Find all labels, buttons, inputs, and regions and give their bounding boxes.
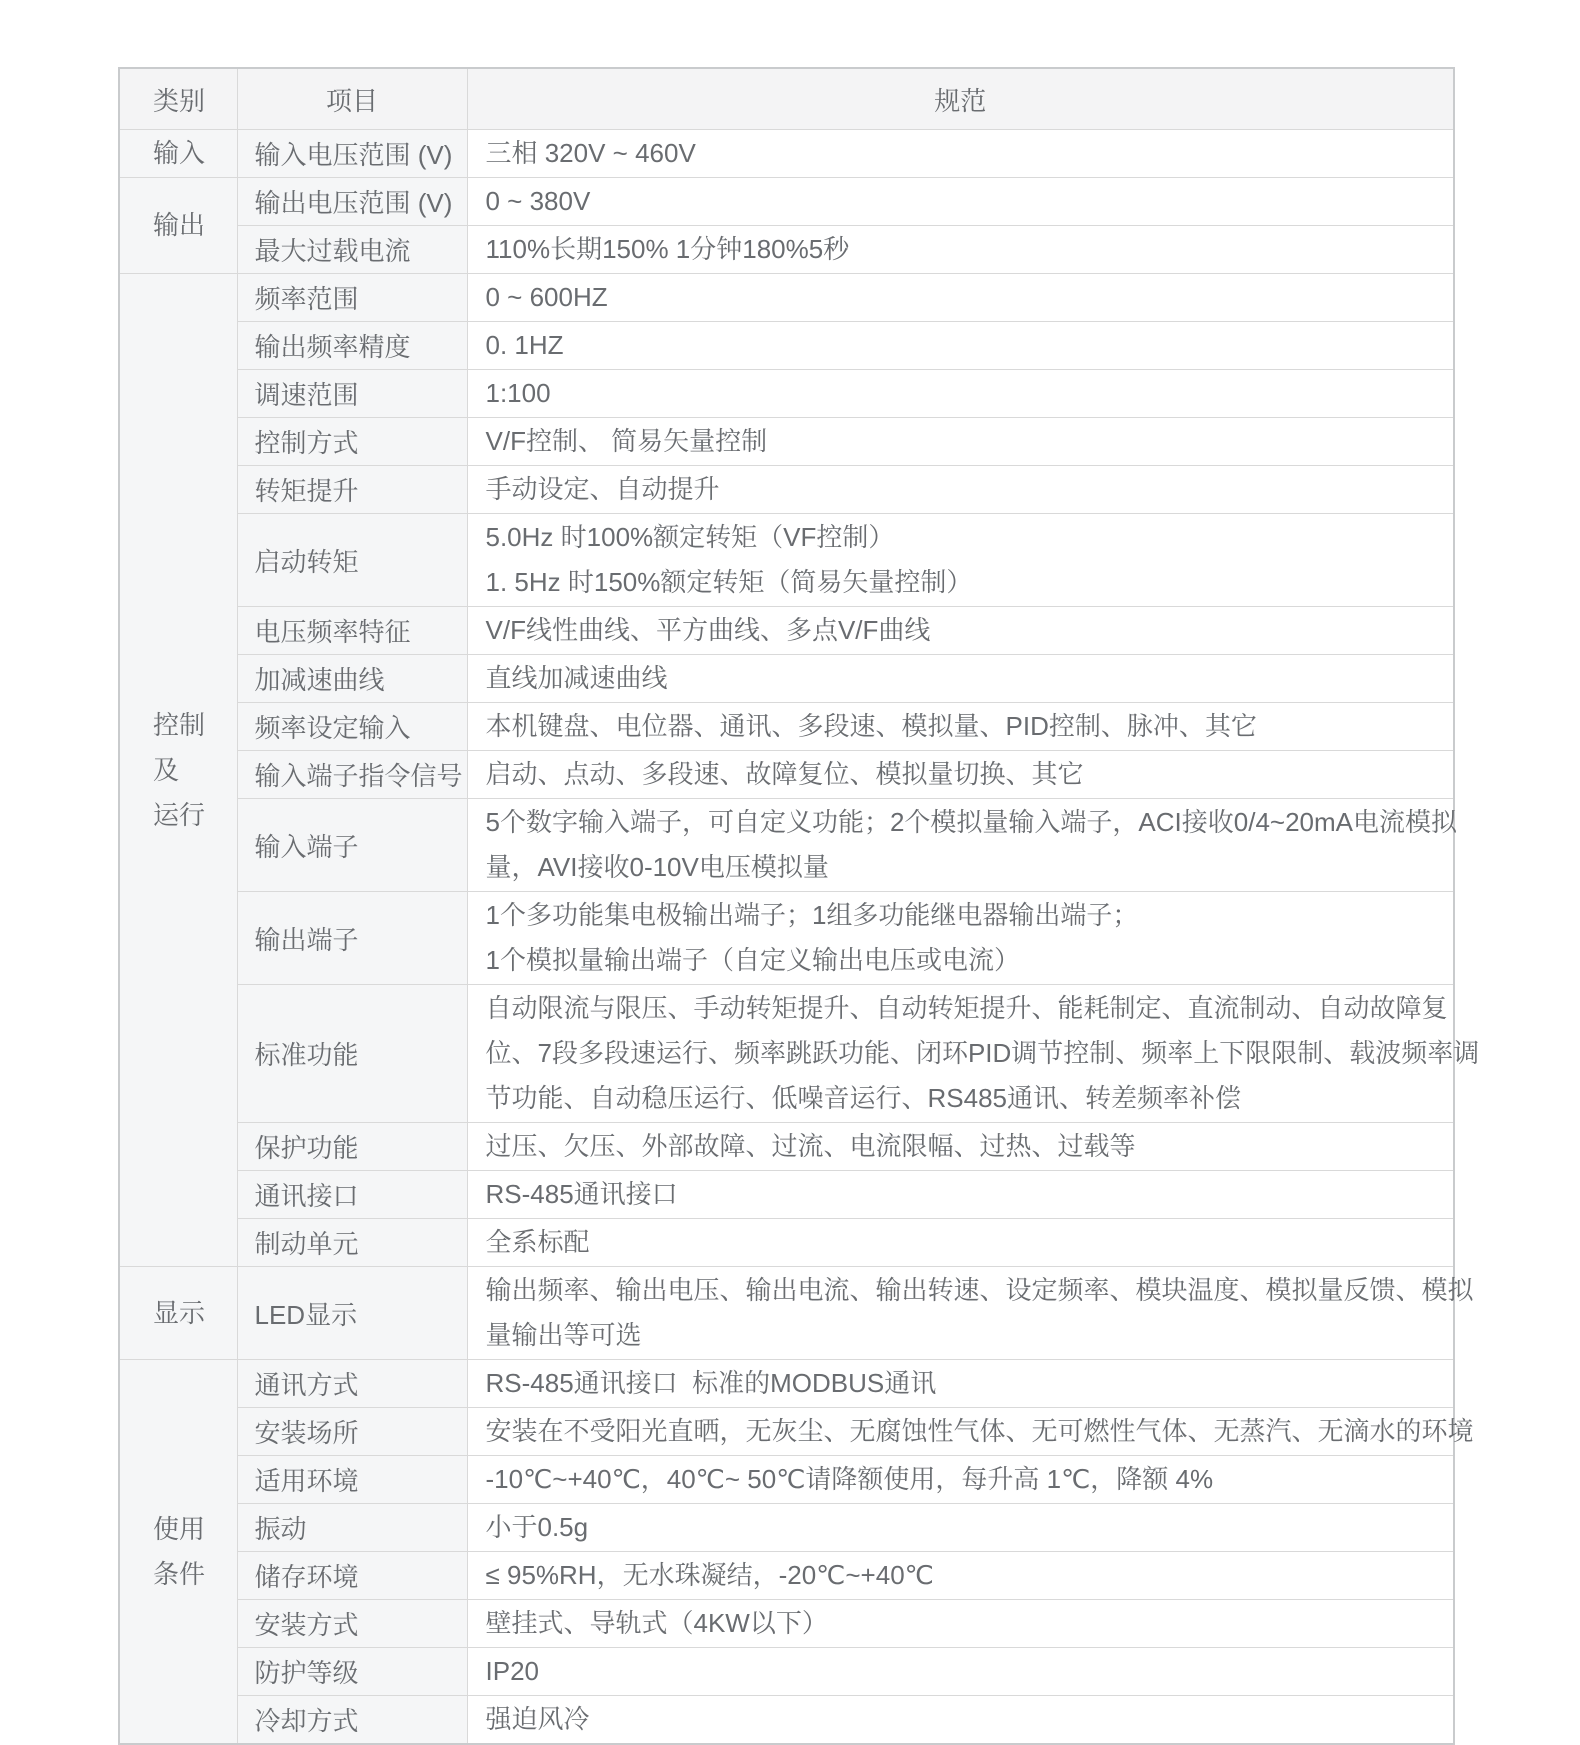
item-cell: 安装场所 <box>237 1408 467 1456</box>
category-label-line: 条件 <box>153 1558 206 1589</box>
table-body <box>119 130 1480 1745</box>
category-cell-control-and-run <box>119 274 237 1267</box>
spec-line: 1个模拟量输出端子（自定义输出电压或电流） <box>485 945 1020 975</box>
category-label-line: 控制 <box>153 709 206 740</box>
spec-line: 5个数字输入端子，可自定义功能；2个模拟量输入端子，ACI接收0/4~20mA电流模拟 <box>485 807 1458 837</box>
spec-cell <box>467 1552 1454 1600</box>
spec-line: 位、7段多段速运行、频率跳跃功能、闭环PID调节控制、频率上下限限制、载波频率调 <box>485 1038 1480 1068</box>
header-row <box>119 68 1454 130</box>
spec-line: 本机键盘、电位器、通讯、多段速、模拟量、PID控制、脉冲、其它 <box>485 711 1257 741</box>
spec-line: 三相 320V ~ 460V <box>485 138 696 168</box>
table-row <box>119 1552 1454 1600</box>
table-row <box>119 1504 1454 1552</box>
item-cell: 频率设定输入 <box>237 703 467 751</box>
table-row <box>119 1648 1454 1696</box>
table-row <box>119 703 1454 751</box>
item-cell: 冷却方式 <box>237 1696 467 1745</box>
item-cell: 输入电压范围 (V) <box>237 130 467 178</box>
spec-line: 强迫风冷 <box>485 1704 590 1734</box>
item-cell: 输入端子 <box>237 799 467 892</box>
item-cell: 转矩提升 <box>237 466 467 514</box>
table-row <box>119 1360 1454 1408</box>
category-cell-display <box>119 1267 237 1360</box>
header-category: 类别 <box>119 68 237 130</box>
spec-cell <box>467 1648 1454 1696</box>
item-cell: 加减速曲线 <box>237 655 467 703</box>
item-cell: 制动单元 <box>237 1219 467 1267</box>
spec-table <box>118 67 1480 1745</box>
table-row <box>119 985 1454 1123</box>
spec-line: RS-485通讯接口 <box>485 1179 678 1209</box>
category-cell-input <box>119 130 237 178</box>
table-row <box>119 178 1454 226</box>
spec-line: 小于0.5g <box>485 1512 589 1542</box>
spec-cell <box>467 178 1454 226</box>
spec-cell <box>467 322 1454 370</box>
spec-cell <box>467 751 1454 799</box>
table-row <box>119 1696 1454 1745</box>
table-row <box>119 466 1454 514</box>
table-row <box>119 892 1454 985</box>
spec-cell <box>467 703 1454 751</box>
table-row <box>119 370 1454 418</box>
spec-line: 0. 1HZ <box>485 330 564 360</box>
spec-cell <box>467 1219 1454 1267</box>
table-row <box>119 1267 1454 1360</box>
table-row <box>119 751 1454 799</box>
spec-cell <box>467 226 1454 274</box>
item-cell: 通讯方式 <box>237 1360 467 1408</box>
item-cell: 启动转矩 <box>237 514 467 607</box>
item-cell: 适用环境 <box>237 1456 467 1504</box>
table-row <box>119 1600 1454 1648</box>
spec-cell <box>467 370 1454 418</box>
spec-cell <box>467 1171 1454 1219</box>
spec-cell <box>467 892 1454 985</box>
table-row <box>119 274 1454 322</box>
spec-line: 启动、点动、多段速、故障复位、模拟量切换、其它 <box>485 759 1084 789</box>
spec-line: V/F控制、 简易矢量控制 <box>485 426 768 456</box>
spec-line: 1. 5Hz 时150%额定转矩（简易矢量控制） <box>485 567 973 597</box>
category-label-line: 运行 <box>153 799 206 830</box>
spec-cell <box>467 1123 1454 1171</box>
item-cell: 输出端子 <box>237 892 467 985</box>
spec-line: RS-485通讯接口 标准的MODBUS通讯 <box>485 1368 937 1398</box>
item-cell: 通讯接口 <box>237 1171 467 1219</box>
item-cell: 电压频率特征 <box>237 607 467 655</box>
spec-line: 输出频率、输出电压、输出电流、输出转速、设定频率、模块温度、模拟量反馈、模拟 <box>485 1275 1474 1305</box>
spec-line: 0 ~ 380V <box>485 186 591 216</box>
table-row <box>119 130 1454 178</box>
item-cell: 储存环境 <box>237 1552 467 1600</box>
spec-line: 安装在不受阳光直晒，无灰尘、无腐蚀性气体、无可燃性气体、无蒸汽、无滴水的环境 <box>485 1416 1474 1446</box>
spec-cell <box>467 1696 1454 1745</box>
item-cell: 振动 <box>237 1504 467 1552</box>
spec-cell <box>467 274 1454 322</box>
table-row <box>119 322 1454 370</box>
item-cell: 标准功能 <box>237 985 467 1123</box>
header-spec: 规范 <box>467 68 1454 130</box>
spec-line: ≤ 95%RH，无水珠凝结，-20℃~+40℃ <box>485 1560 934 1590</box>
spec-cell <box>467 130 1454 178</box>
spec-cell <box>467 607 1454 655</box>
category-label-line: 输出 <box>153 210 206 240</box>
table-row <box>119 799 1454 892</box>
spec-cell <box>467 1408 1474 1456</box>
table-row <box>119 607 1454 655</box>
item-cell: 安装方式 <box>237 1600 467 1648</box>
item-cell: 输出电压范围 (V) <box>237 178 467 226</box>
spec-line: 110%长期150% 1分钟180%5秒 <box>485 234 850 264</box>
table-row <box>119 655 1454 703</box>
table-row <box>119 1171 1454 1219</box>
spec-line: 节功能、自动稳压运行、低噪音运行、RS485通讯、转差频率补偿 <box>485 1083 1241 1113</box>
spec-cell <box>467 799 1458 892</box>
category-label-line: 使用 <box>153 1513 206 1544</box>
item-cell: 防护等级 <box>237 1648 467 1696</box>
category-label-line: 及 <box>153 754 180 785</box>
item-cell: 控制方式 <box>237 418 467 466</box>
spec-line: IP20 <box>485 1656 539 1686</box>
spec-line: 全系标配 <box>485 1227 590 1257</box>
spec-line: 手动设定、自动提升 <box>485 474 720 504</box>
spec-line: 5.0Hz 时100%额定转矩（VF控制） <box>485 522 895 552</box>
spec-cell <box>467 514 1454 607</box>
category-cell-usage-conditions <box>119 1360 237 1745</box>
table-row <box>119 226 1454 274</box>
item-cell: LED显示 <box>237 1267 467 1360</box>
item-cell: 最大过载电流 <box>237 226 467 274</box>
table-row <box>119 514 1454 607</box>
category-label-line: 输入 <box>153 138 206 168</box>
spec-cell <box>467 1267 1474 1360</box>
table-row <box>119 1456 1454 1504</box>
spec-line: 0 ~ 600HZ <box>485 282 608 312</box>
category-cell-output <box>119 178 237 274</box>
item-cell: 输出频率精度 <box>237 322 467 370</box>
spec-cell <box>467 985 1480 1123</box>
spec-cell <box>467 1360 1454 1408</box>
item-cell: 输入端子指令信号 <box>237 751 467 799</box>
item-cell: 频率范围 <box>237 274 467 322</box>
spec-line: 自动限流与限压、手动转矩提升、自动转矩提升、能耗制定、直流制动、自动故障复 <box>485 993 1448 1023</box>
spec-line: 1:100 <box>485 378 551 408</box>
spec-line: 1个多功能集电极输出端子；1组多功能继电器输出端子； <box>485 900 1139 930</box>
spec-line: 量输出等可选 <box>485 1320 642 1350</box>
table-row <box>119 1123 1454 1171</box>
spec-cell <box>467 1600 1454 1648</box>
spec-cell <box>467 466 1454 514</box>
table-row <box>119 1219 1454 1267</box>
spec-line: 过压、欠压、外部故障、过流、电流限幅、过热、过载等 <box>485 1131 1136 1161</box>
header-item: 项目 <box>237 68 467 130</box>
item-cell: 调速范围 <box>237 370 467 418</box>
spec-line: 壁挂式、导轨式（4KW以下） <box>485 1608 828 1638</box>
spec-cell <box>467 655 1454 703</box>
table-row <box>119 418 1454 466</box>
item-cell: 保护功能 <box>237 1123 467 1171</box>
spec-cell <box>467 418 1454 466</box>
spec-line: 直线加减速曲线 <box>485 663 668 693</box>
spec-cell <box>467 1504 1454 1552</box>
spec-cell <box>467 1456 1454 1504</box>
table-row <box>119 1408 1454 1456</box>
category-label-line: 显示 <box>153 1297 206 1328</box>
spec-line: 量，AVI接收0-10V电压模拟量 <box>485 852 829 882</box>
spec-line: -10℃~+40℃，40℃~ 50℃请降额使用，每升高 1℃，降额 4% <box>485 1464 1214 1494</box>
spec-line: V/F线性曲线、平方曲线、多点V/F曲线 <box>485 615 931 645</box>
